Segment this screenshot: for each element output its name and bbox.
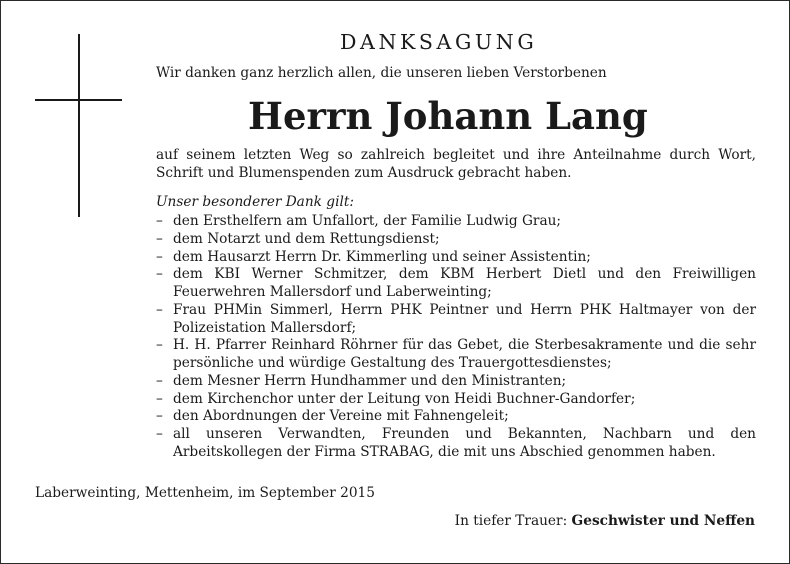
thanks-paragraph: auf seinem letzten Weg so zahlreich begleitet und ihre Anteilnahme durch Wort, Schrift und Blumenspenden zum Ausdruck gebracht haben. <box>156 147 756 182</box>
thanks-list <box>156 213 756 462</box>
list-item-text: Frau PHMin Simmerl, Herrn PHK Peintner und Herrn PHK Haltmayer von der Polizeistation Mallersdorf; <box>173 301 756 336</box>
bullet-dash: – <box>156 426 163 442</box>
bullet-dash: – <box>156 266 163 283</box>
cross-vertical-bar <box>78 34 80 217</box>
place-date-line: Laberweinting, Mettenheim, im September 2015 <box>35 485 375 501</box>
list-item-text: all unseren Verwandten, Freunden und Bekannten, Nachbarn und den Arbeitskollegen der Firma STRABAG, die mit uns Abschied genommen haben. <box>173 426 756 460</box>
bullet-dash: – <box>156 230 163 247</box>
signoff-prefix: In tiefer Trauer: <box>454 513 568 529</box>
notice-heading: DANKSAGUNG <box>340 30 538 54</box>
list-item <box>156 213 756 231</box>
intro-line: Wir danken ganz herzlich allen, die unseren lieben Verstorbenen <box>156 65 607 81</box>
bullet-dash: – <box>156 390 163 407</box>
bullet-dash: – <box>156 248 163 265</box>
list-item <box>156 426 756 462</box>
thanks-heading: Unser besonderer Dank gilt: <box>156 194 354 210</box>
bullet-dash: – <box>156 213 163 229</box>
bullet-dash: – <box>156 372 163 389</box>
deceased-name: Herrn Johann Lang <box>248 94 648 138</box>
list-item-text: dem Kirchenchor unter der Leitung von Heidi Buchner-Gandorfer; <box>173 390 636 407</box>
bullet-dash: – <box>156 408 163 425</box>
list-item <box>156 249 756 267</box>
list-item <box>156 337 756 373</box>
list-item <box>156 266 756 302</box>
list-item-text: dem KBI Werner Schmitzer, dem KBM Herbert Dietl und den Freiwilligen Feuerwehren Mallersdorf und Laberweinting; <box>173 266 756 300</box>
bullet-dash: – <box>156 301 163 318</box>
list-item <box>156 302 756 338</box>
signoff <box>455 512 755 530</box>
list-item <box>156 373 756 391</box>
list-item <box>156 408 756 426</box>
list-item-text: H. H. Pfarrer Reinhard Röhrner für das Gebet, die Sterbesakramente und die sehr persönliche und würdige Gestaltung des Trauergottesdienstes; <box>173 337 756 371</box>
signoff-names: Geschwister und Neffen <box>571 513 755 529</box>
list-item-text: dem Hausarzt Herrn Dr. Kimmerling und seiner Assistentin; <box>173 248 591 265</box>
list-item-text: dem Notarzt und dem Rettungsdienst; <box>173 230 440 247</box>
bullet-dash: – <box>156 337 163 354</box>
cross-horizontal-bar <box>35 99 122 101</box>
list-item-text: den Ersthelfern am Unfallort, der Familie Ludwig Grau; <box>173 213 562 229</box>
list-item <box>156 231 756 249</box>
list-item-text: den Abordnungen der Vereine mit Fahnengeleit; <box>173 408 509 425</box>
list-item-text: dem Mesner Herrn Hundhammer und den Ministranten; <box>173 372 567 389</box>
list-item <box>156 391 756 409</box>
